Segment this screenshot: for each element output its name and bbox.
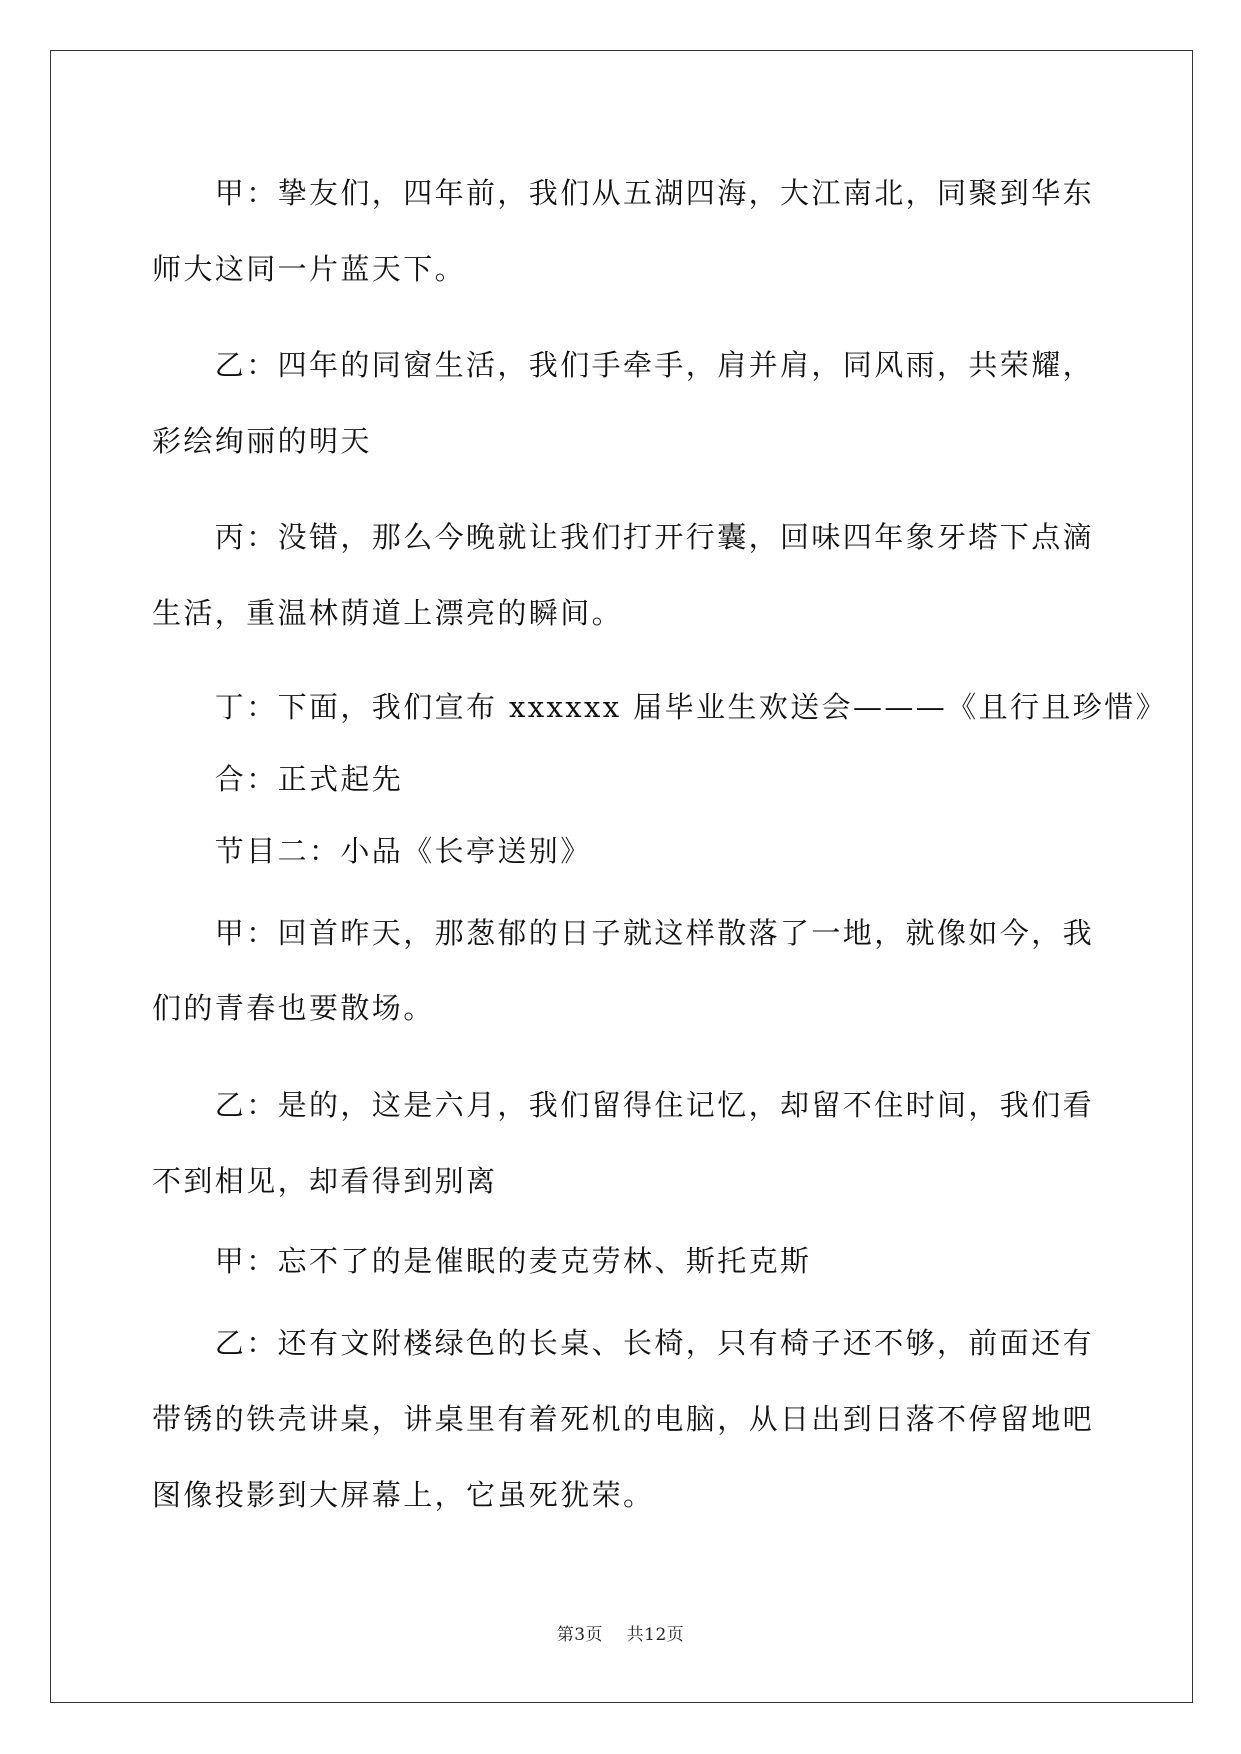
paragraph-line-7: 丁：下面，我们宣布 xxxxxx 届毕业生欢送会———《且行且珍惜》 (152, 690, 1167, 724)
paragraph-line-13: 不到相见，却看得到别离 (152, 1164, 498, 1198)
paragraph-line-3: 乙：四年的同窗生活，我们手牵手，肩并肩，同风雨，共荣耀， (152, 348, 1095, 382)
paragraph-line-16: 带锈的铁壳讲桌，讲桌里有着死机的电脑，从日出到日落不停留地吧 (152, 1402, 1095, 1436)
paragraph-line-14: 甲：忘不了的是催眠的麦克劳林、斯托克斯 (152, 1244, 812, 1278)
paragraph-line-15: 乙：还有文附楼绿色的长桌、长椅，只有椅子还不够，前面还有 (152, 1326, 1095, 1360)
paragraph-line-9: 节目二：小品《长亭送别》 (152, 834, 592, 868)
page-number: 第3页 (556, 1625, 604, 1645)
paragraph-line-4: 彩绘绚丽的明天 (152, 424, 372, 458)
paragraph-line-11: 们的青春也要散场。 (152, 991, 435, 1025)
paragraph-line-2: 师大这同一片蓝天下。 (152, 252, 467, 286)
page-footer (0, 1620, 1241, 1645)
paragraph-line-8: 合：正式起先 (152, 762, 404, 796)
paragraph-line-12: 乙：是的，这是六月，我们留得住记忆，却留不住时间，我们看 (152, 1088, 1095, 1122)
paragraph-line-10: 甲：回首昨天，那葱郁的日子就这样散落了一地，就像如今，我 (152, 916, 1095, 950)
paragraph-line-17: 图像投影到大屏幕上，它虽死犹荣。 (152, 1478, 655, 1512)
page-total: 共12页 (626, 1625, 685, 1645)
paragraph-line-5: 丙：没错，那么今晚就让我们打开行囊，回味四年象牙塔下点滴 (152, 520, 1095, 554)
paragraph-line-6: 生活，重温林荫道上漂亮的瞬间。 (152, 596, 624, 630)
page-border (50, 50, 1193, 1703)
paragraph-line-1: 甲：挚友们，四年前，我们从五湖四海，大江南北，同聚到华东 (152, 176, 1095, 210)
